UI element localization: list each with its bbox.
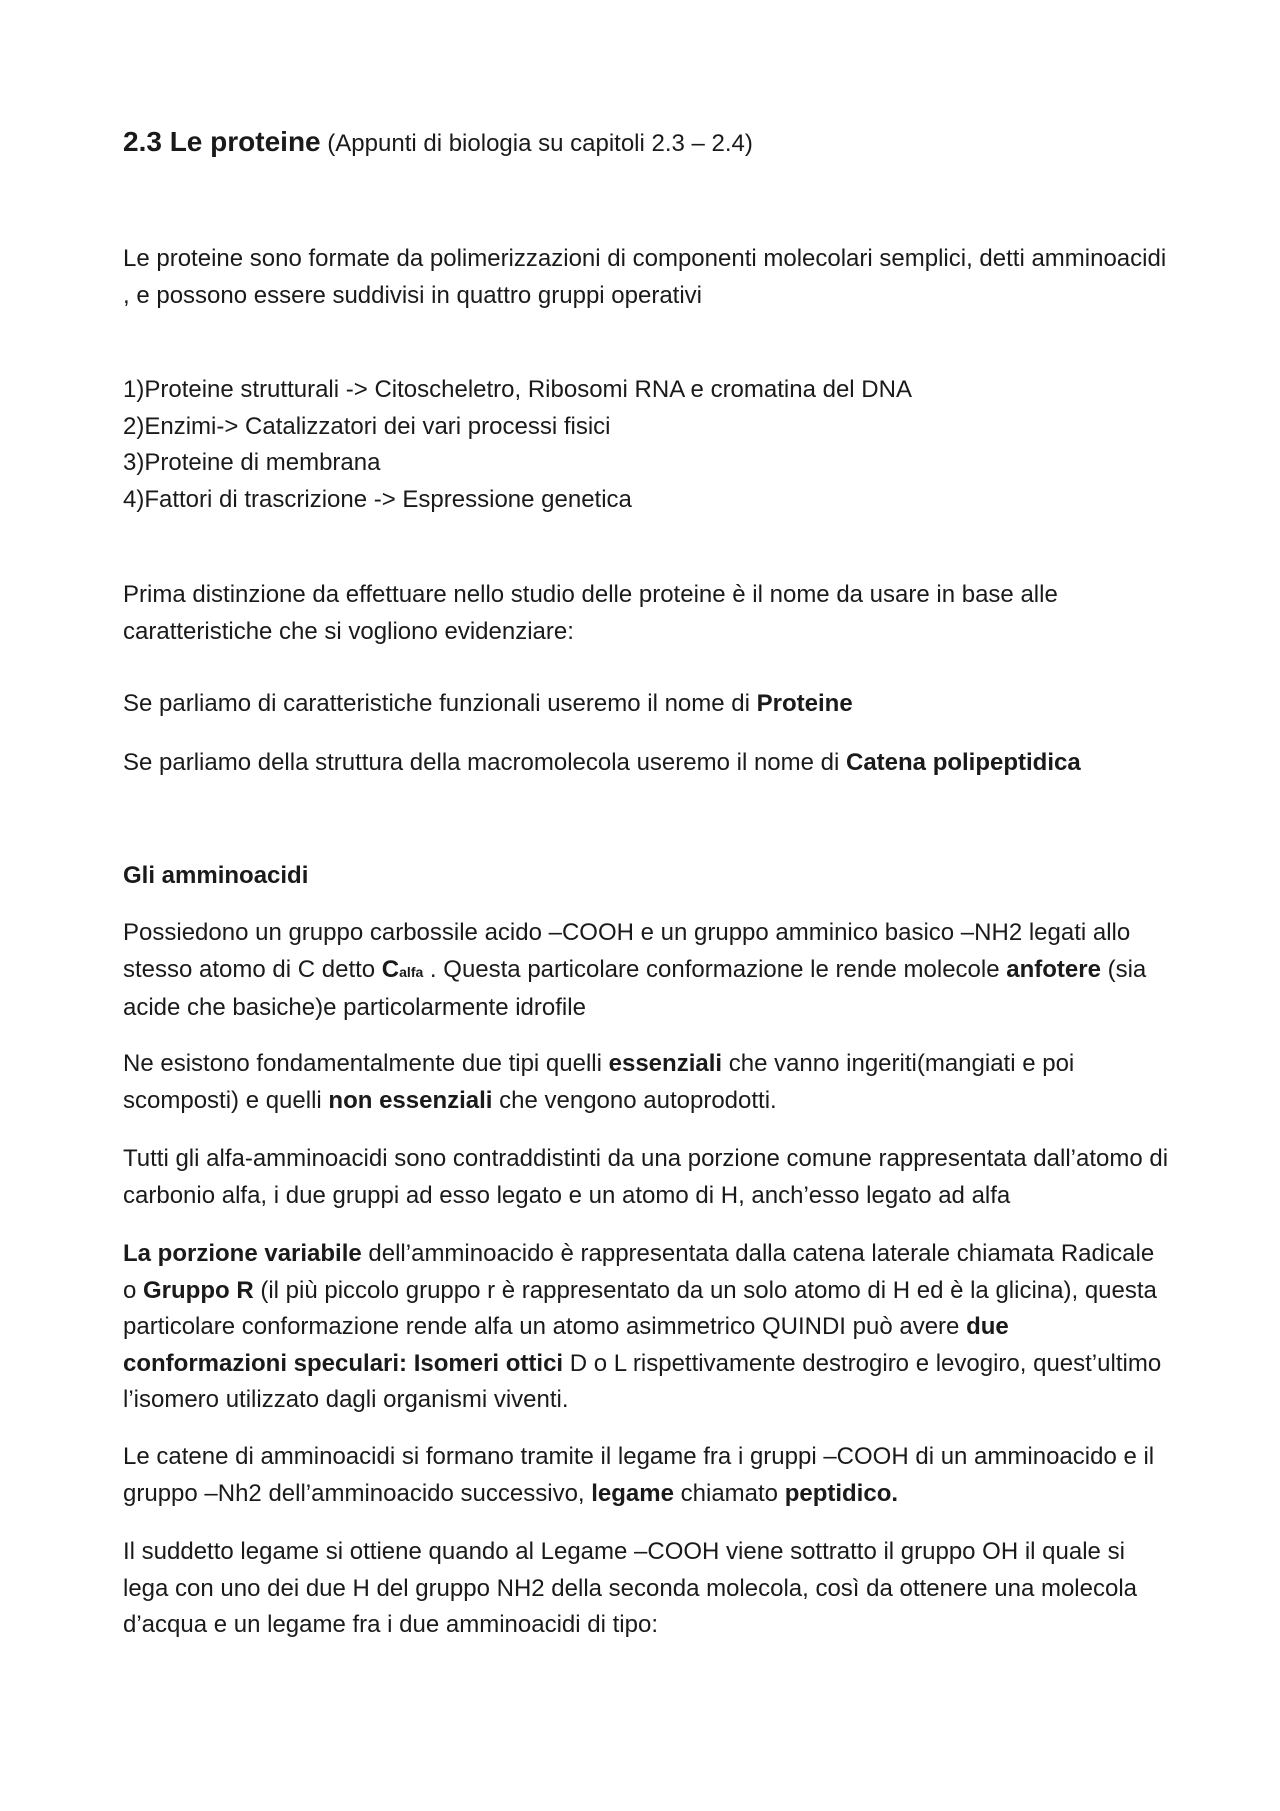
list-item: 1)Proteine strutturali -> Citoscheletro, Ribosomi RNA e cromatina del DNA (123, 376, 912, 403)
page-title (123, 124, 753, 162)
term-proteine: Proteine (756, 690, 853, 717)
list-item: 2)Enzimi-> Catalizzatori dei vari processi fisici (123, 412, 611, 440)
list-item: 4)Fattori di trascrizione -> Espressione genetica (123, 485, 632, 513)
list-item: 3)Proteine di membrana (123, 449, 381, 476)
intro-paragraph: Le proteine sono formate da polimerizzazioni di componenti molecolari semplici, detti amminoacidi , e possono essere suddivisi in quattro gruppi operativi (123, 245, 1167, 309)
term-catena-polipeptidica: Catena polipeptidica (846, 749, 1081, 776)
naming-functional: Se parliamo di caratteristiche funzionali useremo il nome di Proteine (123, 690, 853, 717)
c-alfa-symbol: Calfa (381, 955, 424, 983)
section-heading: Gli amminoacidi (123, 862, 309, 889)
naming-structural: Se parliamo della struttura della macromolecola useremo il nome di Catena polipeptidica (123, 749, 1081, 776)
amino-paragraph-5: Le catene di amminoacidi si formano tramite il legame fra i gruppi –COOH di un amminoacido e il gruppo –Nh2 dell’amminoacido successivo, legame chiamato peptidico. (123, 1443, 1155, 1507)
distinction-paragraph: Prima distinzione da effettuare nello studio delle proteine è il nome da usare in base alle caratteristiche che si vogliono evidenziare: (123, 581, 1058, 645)
amino-paragraph-4: La porzione variabile dell’amminoacido è rappresentata dalla catena laterale chiamata Radicale o Gruppo R (il più piccolo gruppo r è rappresentato da un solo atomo di H ed è la glicina), questa particolare conformazione rende alfa un atomo asimmetrico QUINDI può avere due conformazioni speculari: Isomeri ottici D o L rispettivamente destrogiro e levogiro, quest’ultimo l’isomero utilizzato dagli organismi viventi. (123, 1240, 1162, 1413)
amino-paragraph-2: Ne esistono fondamentalmente due tipi quelli essenziali che vanno ingeriti(mangiati e poi scomposti) e quelli non essenziali che vengono autoprodotti. (123, 1050, 1075, 1114)
amino-paragraph-1: Possiedono un gruppo carbossile acido –COOH e un gruppo amminico basico –NH2 legati allo stesso atomo di C detto Calfa . Questa particolare conformazione le rende molecole anfotere (sia acide che basiche)e particolarmente idrofile (123, 919, 1147, 1021)
title-subtitle: (Appunti di biologia su capitoli 2.3 – 2.4) (327, 130, 753, 157)
amino-paragraph-3: Tutti gli alfa-amminoacidi sono contraddistinti da una porzione comune rappresentata dall’atomo di carbonio alfa, i due gruppi ad esso legato e un atomo di H, anch’esso legato ad alfa (123, 1145, 1169, 1209)
title-number: 2.3 Le proteine (123, 126, 321, 157)
groups-list (123, 372, 1173, 518)
amino-paragraph-6: Il suddetto legame si ottiene quando al Legame –COOH viene sottratto il gruppo OH il quale si lega con uno dei due H del gruppo NH2 della seconda molecola, così da ottenere una molecola d’acqua e un legame fra i due amminoacidi di tipo: (123, 1538, 1137, 1638)
